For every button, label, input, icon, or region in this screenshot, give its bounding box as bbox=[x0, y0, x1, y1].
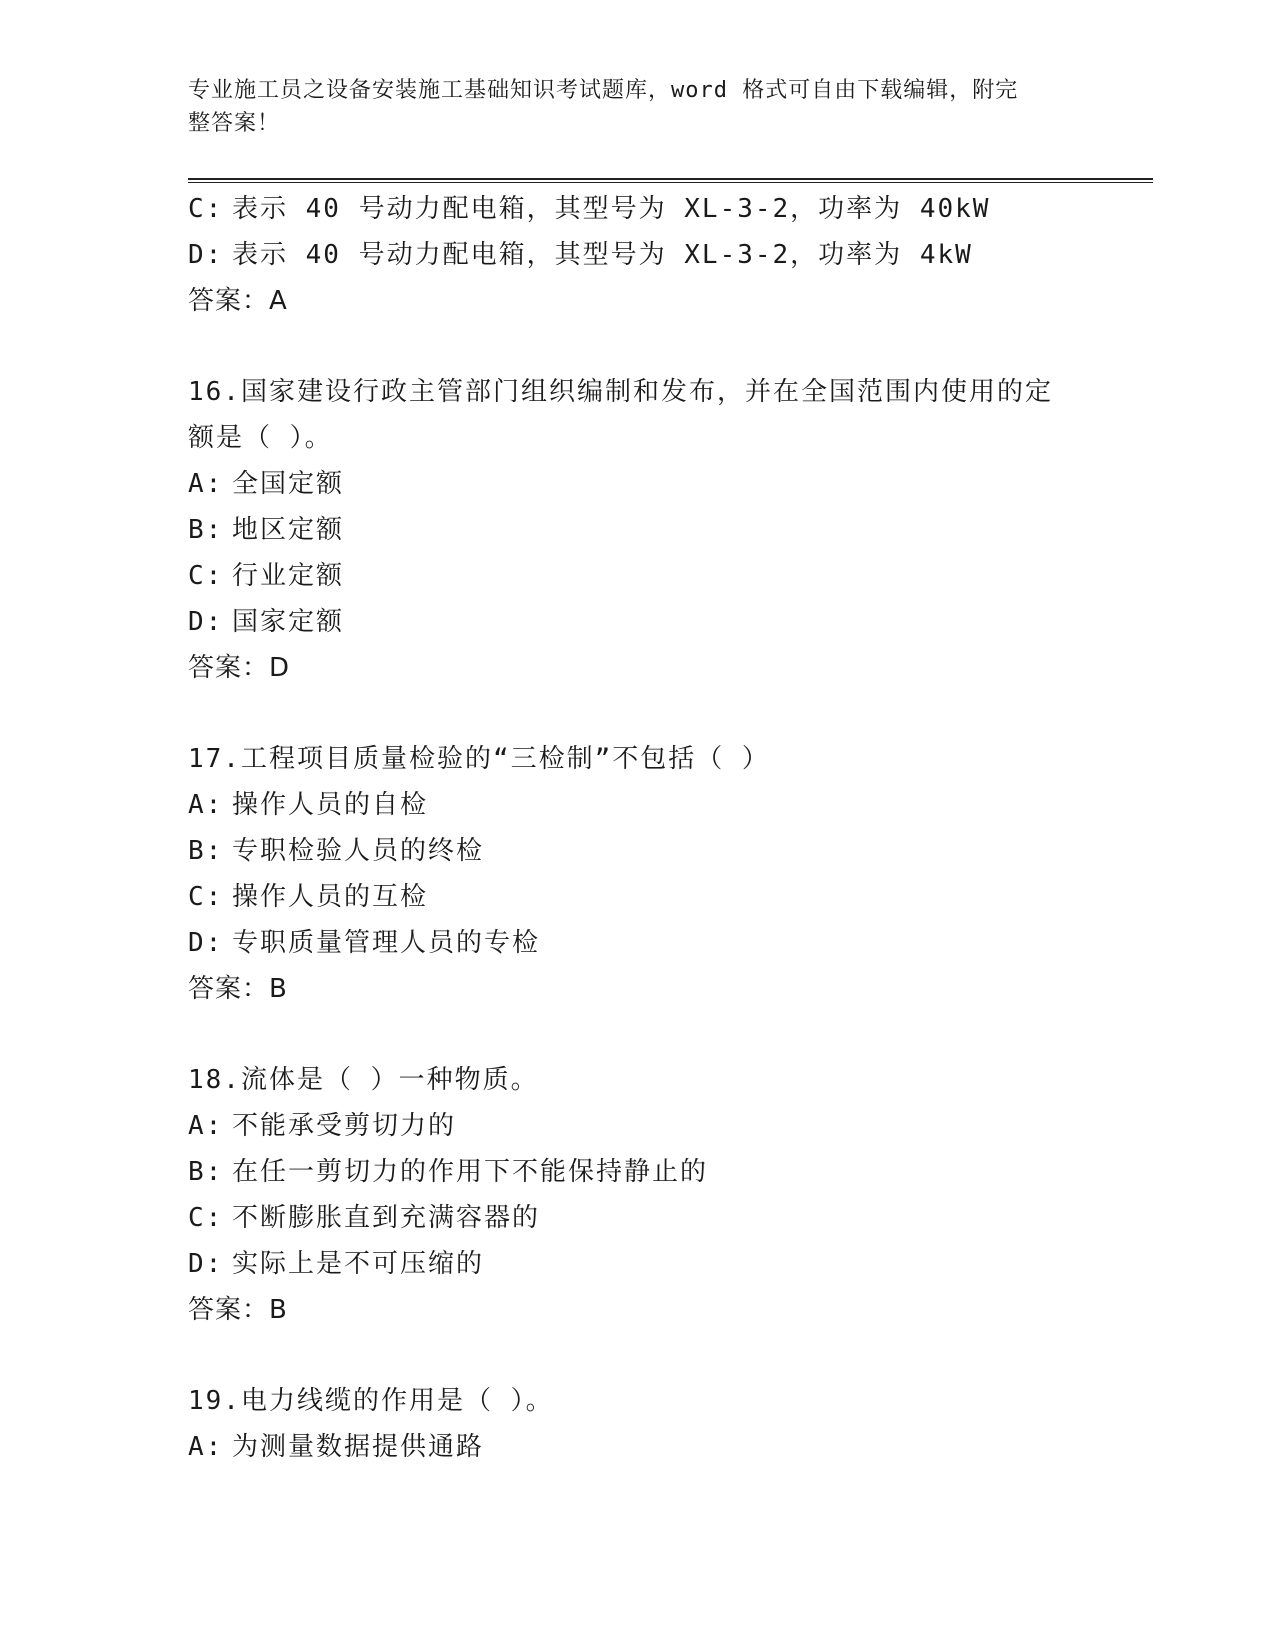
answer-line: 答案：D bbox=[188, 653, 291, 683]
option-d bbox=[188, 1241, 1118, 1287]
option-a bbox=[188, 782, 1118, 828]
option-text: 不能承受剪切力的 bbox=[232, 1111, 457, 1141]
question-list bbox=[188, 186, 1118, 1470]
header-line-1: 专业施工员之设备安装施工基础知识考试题库，word 格式可自由下载编辑，附完 bbox=[188, 78, 1019, 103]
option-label: D: bbox=[188, 607, 224, 637]
question-17 bbox=[188, 736, 1118, 1012]
option-b bbox=[188, 1149, 1118, 1195]
option-text: 为测量数据提供通路 bbox=[232, 1432, 485, 1462]
question-16 bbox=[188, 369, 1118, 691]
question-stem-line: 额是（ ）。 bbox=[188, 423, 333, 453]
option-text: 操作人员的互检 bbox=[232, 882, 429, 912]
option-label: A: bbox=[188, 790, 224, 820]
option-label: A: bbox=[188, 1432, 224, 1462]
option-label: B: bbox=[188, 1157, 224, 1187]
answer-line: 答案：B bbox=[188, 1295, 288, 1325]
option-text: 不断膨胀直到充满容器的 bbox=[232, 1203, 541, 1233]
question-stem-line: 18.流体是（ ）一种物质。 bbox=[188, 1065, 539, 1095]
spacer bbox=[188, 1333, 1118, 1378]
option-text: 操作人员的自检 bbox=[232, 790, 429, 820]
option-b bbox=[188, 507, 1118, 553]
spacer bbox=[188, 691, 1118, 736]
option-text: 实际上是不可压缩的 bbox=[232, 1249, 485, 1279]
answer-line: 答案：A bbox=[188, 286, 288, 316]
document-header bbox=[188, 74, 1088, 140]
option-label: A: bbox=[188, 469, 224, 499]
option-c bbox=[188, 553, 1118, 599]
option-d bbox=[188, 232, 1118, 278]
option-text: 表示 40 号动力配电箱，其型号为 XL-3-2，功率为 40kW bbox=[232, 194, 991, 224]
option-a bbox=[188, 1424, 1118, 1470]
option-d bbox=[188, 599, 1118, 645]
option-label: D: bbox=[188, 1249, 224, 1279]
option-c bbox=[188, 1195, 1118, 1241]
question-stem-line: 19.电力线缆的作用是（ ）。 bbox=[188, 1386, 554, 1416]
option-text: 全国定额 bbox=[232, 469, 345, 499]
option-label: C: bbox=[188, 882, 224, 912]
header-rule-thin bbox=[188, 182, 1153, 183]
question-19 bbox=[188, 1378, 1118, 1470]
option-text: 国家定额 bbox=[232, 607, 345, 637]
header-line-2: 整答案！ bbox=[188, 111, 281, 136]
option-label: B: bbox=[188, 515, 224, 545]
option-a bbox=[188, 1103, 1118, 1149]
header-rule-thick bbox=[188, 178, 1153, 180]
answer-line: 答案：B bbox=[188, 974, 288, 1004]
option-text: 专职检验人员的终检 bbox=[232, 836, 485, 866]
option-label: D: bbox=[188, 928, 224, 958]
option-label: B: bbox=[188, 836, 224, 866]
option-b bbox=[188, 828, 1118, 874]
option-d bbox=[188, 920, 1118, 966]
spacer bbox=[188, 324, 1118, 369]
option-text: 行业定额 bbox=[232, 561, 345, 591]
option-label: C: bbox=[188, 1203, 224, 1233]
option-text: 地区定额 bbox=[232, 515, 345, 545]
question-stem-line: 16.国家建设行政主管部门组织编制和发布，并在全国范围内使用的定 bbox=[188, 377, 1053, 407]
option-label: C: bbox=[188, 194, 224, 224]
option-text: 在任一剪切力的作用下不能保持静止的 bbox=[232, 1157, 709, 1187]
question-18 bbox=[188, 1057, 1118, 1333]
spacer bbox=[188, 1012, 1118, 1057]
option-c bbox=[188, 186, 1118, 232]
option-c bbox=[188, 874, 1118, 920]
option-label: A: bbox=[188, 1111, 224, 1141]
question-stem-line: 17.工程项目质量检验的“三检制”不包括（ ） bbox=[188, 744, 770, 774]
option-text: 表示 40 号动力配电箱，其型号为 XL-3-2，功率为 4kW bbox=[232, 240, 973, 270]
option-label: D: bbox=[188, 240, 224, 270]
question-15-tail bbox=[188, 186, 1118, 324]
option-a bbox=[188, 461, 1118, 507]
option-label: C: bbox=[188, 561, 224, 591]
option-text: 专职质量管理人员的专检 bbox=[232, 928, 541, 958]
